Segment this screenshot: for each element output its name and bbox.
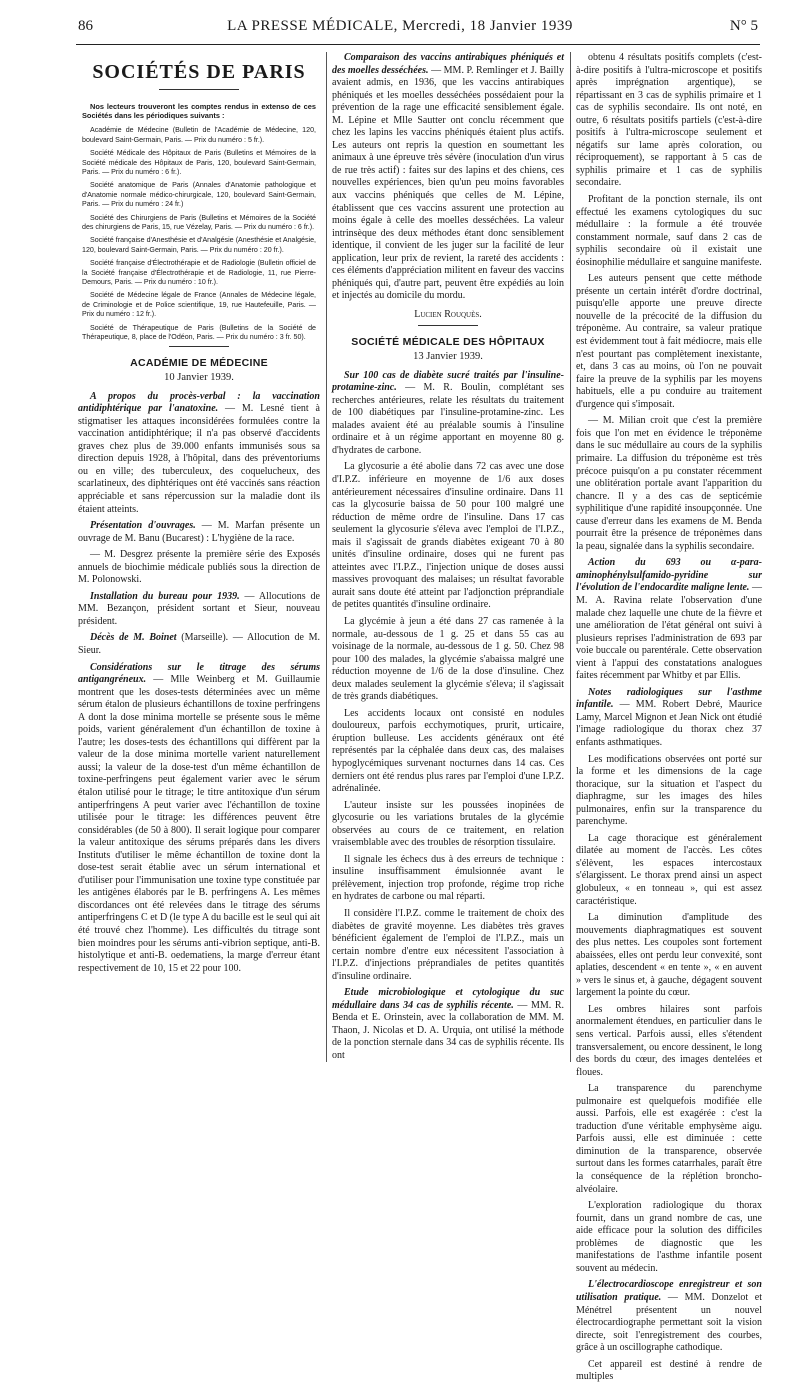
paragraph: — M. Milian croit que c'est la première fois que l'on met en évidence le tréponème dans le suc médullaire au cours de la syphilis primaire. La diffusion du tréponème est très précoce puisqu'on a pu constater récemment une oblitération portale avant l'apparition du chancre. Il y a des cas de septicémie syphilitique d'une rapidité insoupçonnée. Une cause d'erreur dans les examens de M. Benda pourrait être la présence de tréponèmes dans la peau, signalée dans la syphilis secondaire. [576, 415, 762, 552]
main-title: SOCIÉTÉS DE PARIS [92, 61, 306, 83]
paragraph: Les auteurs pensent que cette méthode présente un certain intérêt d'ordre doctrinal, puisqu'elle apporte une preuve directe nouvelle de la précocité de la diffusion du tréponème. Au contraire, sa valeur pratique est évidemment tout à fait médiocre, mais elle n'est pourtant pas complètement inexistante, et, dans 3 cas au moins, où l'on ne pouvait faire la preuve de la syphilis par les moyens habituels, elle a pu conduire au traitement d'urgence qui s'imposait. [576, 273, 762, 410]
paragraph: La transparence du parenchyme pulmonaire est quelquefois modifiée elle aussi. Parfois, elle est exagérée : c'est la traduction d'une véritable emphysème aigu. Parfois aussi, elle est diminuée : cette diminution de la transparence, observée surtout dans les formes catarrhales, paraît être la conséquence de la réplétion broncho-alvéolaire. [576, 1083, 762, 1195]
notice-item: Société de Médecine légale de France (Annales de Médecine légale, de Criminologie et de Police scientifique, 19, rue Hautefeuille, Paris. — Prix du numéro : 12 fr.). [82, 291, 316, 319]
section-date: 13 Janvier 1939. [413, 351, 483, 363]
paragraph: La glycémie à jeun a été dans 27 cas ramenée à la normale, au-dessous de 1 g. 25 et dans 55 cas au voisinage de la normale, au-dessous de 1 g. 50. Chez 98 pour 100 des malades, la glycémie s'abaissa malgré une réduction moyenne de 1/6 de la dose d'insuline. Chez deux malades seulement la glycémie s'éleva; il s'agissait de très grands diabétiques. [332, 615, 564, 703]
notice-item: Société anatomique de Paris (Annales d'Anatomie pathologique et d'Anatomie normale médico-chirurgicale, 120, boulevard Saint-Germain, Paris. — Prix du numéro : 24 fr.) [82, 181, 316, 209]
paragraph: Comparaison des vaccins antirabiques phéniqués et des moelles desséchées. — MM. P. Remlinger et J. Bailly avaient admis, en 1936, que les vaccins antirabiques phéniqués et les moelles desséchées possédaient pour la prévention de la rage une efficacité sensiblement égale. M. Lépine et Mlle Sautter ont conclu récemment que chez les lapins les vaccins phéniqués étaient plus actifs. Les auteurs ont repris la question en soumettant les animaux à une épreuve très sévère (inoculation d'un virus de rue très actif) : faites sur des lapins et des chiens, ces nouvelles expériences, bien qu'un peu moins favorables aux vaccins phéniqués que celles de M. Lépine, établissent que ces vaccins assurent une protection au moins égale à celle des moelles desséchées. La valeur intrinsèque des deux méthodes étant donc sensiblement identique, il convient de les juger sur la facilité de leur application, leur prix de revient, la rareté des accidents : ces éléments d'appréciation militent en faveur des vaccins phéniqués qui, d'autre part, peuvent être expédiés au loin et injectés au domicile du mordu. [332, 52, 565, 302]
paragraph: La glycosurie a été abolie dans 72 cas avec une dose d'I.P.Z. inférieure en moyenne de 1/6 aux doses antérieurement nécessaires d'insuline ordinaire. Dans 11 cas la glycosurie baissa de 50 pour 100 malgré une réduction de même ordre de l'insuline. Dans 17 cas seulement la glycosurie s'éleva avec l'emploi de l'I.P.Z., mais il s'agissait de grands diabètes exigeant 70 à 80 unités d'insuline ordinaire, doses qui ne furent pas atteintes avec l'I.P.Z., l'injection unique de doses aussi massives provoquant des malaises; un résultat favorable aurait sans doute été atteint par l'adjonction préprandiale de petites quantités d'insuline ordinaire. [332, 461, 564, 611]
paragraph: Cet appareil est destiné à rendre de multiples [576, 1358, 762, 1383]
paragraph: Sur 100 cas de diabète sucré traités par l'insuline-protamine-zinc. — M. R. Boulin, complétant ses recherches antérieures, relate les résultats du traitement de 100 diabétiques par l'insuline-protamine-zinc. Les malades avaient été au préalable soumis à l'insuline ordinaire et à un régime apportant en moyenne 80 g. d'hydrates de carbone. [332, 369, 564, 456]
paragraph: Notes radiologiques sur l'asthme infantile. — MM. Robert Debré, Maurice Lamy, Marcel Mignon et Jean Nick ont étudié l'image radiologique du thorax chez 37 enfants asthmatiques. [576, 686, 762, 748]
paragraph: L'auteur insiste sur les poussées inopinées de glycosurie ou les variations brutales de la glycémie observées au cours de ce traitement, en relation vraisemblable avec des troubles de résorption tissulaire. [332, 799, 564, 849]
notice-intro: Nos lecteurs trouveront les comptes rendus in extenso de ces Sociétés dans les périodiques suivants : [82, 101, 316, 120]
periodicals-notice [82, 102, 316, 343]
column-divider-1 [326, 52, 327, 1062]
notice-item: Société Médicale des Hôpitaux de Paris (Bulletins et Mémoires de la Société médicale des Hôpitaux de Paris, 120, boulevard Saint-Germain, Paris. — Prix du numéro : 6 fr.). [82, 149, 316, 176]
section-rule [169, 346, 229, 347]
paragraph: A propos du procès-verbal : la vaccination antidiphtérique par l'anatoxine. — M. Lesné tient à stigmatiser les attaques inconsidérées formulées contre la vaccination antidiphtérique; il n'a pas observé d'accidents graves chez plus de 39.000 enfants immunisés sous sa direction depuis 1928, à l'hôpital, dans des préventoriums ou en ville; des tuberculeux, des coquelucheux, des scarlatineux, des diphtériques ont été vaccinés sans réaction appréciable et sans répercussion sur la maladie dont ils étaient atteints. [78, 390, 320, 515]
header-rule [76, 44, 760, 45]
notice-item: Société française d'Électrothérapie et de Radiologie (Bulletin officiel de la Société française d'Électrothérapie et de Radiologie, 11, rue Pierre-Demours, Paris. — Prix du numéro : 10 fr.). [82, 259, 316, 287]
page-header [0, 18, 800, 38]
column-1 [78, 52, 320, 1067]
paragraph: Il signale les échecs dus à des erreurs de technique : insuline insuffisamment émulsionnée avant le prélèvement, injection trop profonde, régime trop riche en hydrates de carbone ou mal réparti. [332, 853, 564, 903]
paragraphs [78, 391, 320, 976]
paragraph: Profitant de la ponction sternale, ils ont effectué les examens cytologiques du suc médullaire : la formule a été trouvée constamment normale, sauf dans 2 cas de syphilis secondaire où il existait une éosinophilie médullaire et sanguine manifeste. [576, 194, 762, 268]
notice-item: Société de Thérapeutique de Paris (Bulletins de la Société de Thérapeutique, 8, place de l'Odéon, Paris. — Prix du numéro : 3 fr. 50). [82, 323, 316, 342]
issue-number: N° 5 [729, 18, 758, 34]
notice-item: Société des Chirurgiens de Paris (Bulletins et Mémoires de la Société des chirurgiens de Paris, 15, rue Vézelay, Paris. — Prix du numéro : 6 fr.). [82, 213, 316, 232]
column-divider-2 [570, 52, 571, 1062]
paragraph: Installation du bureau pour 1939. — Allocutions de MM. Bezançon, président sortant et Sieur, nouveau président. [78, 590, 320, 627]
author-signature: Lucien Rouquès. [414, 308, 482, 320]
paragraph: La diminution d'amplitude des mouvements diaphragmatiques est souvent des plus nettes. Les coupoles sont fortement abaissées, elles ont perdu leur convexité, sont aplaties, descendent « en tente », « en auvent » vers le sinus et, à gauche, dégagent souvent largement la pointe du cœur. [576, 912, 762, 999]
paragraph: Il considère l'I.P.Z. comme le traitement de choix des diabètes de gravité moyenne. Les diabètes très graves bénéficient également de l'emploi de l'I.P.Z., mais un certain nombre d'entre eux nécessitent l'association à l'I.P.Z. d'injections préprandiales de petites quantités d'insuline ordinaire. [332, 908, 564, 982]
title-rule [159, 89, 239, 90]
paragraph: L'exploration radiologique du thorax fournit, dans un grand nombre de cas, une aide efficace pour la solution des difficiles problèmes de diagnostic que les manifestations de l'asthme infantile posent souvent au médecin. [576, 1200, 762, 1274]
paragraph: — M. Desgrez présente la première série des Exposés annuels de biochimie médicale publiés sous la direction de M. Polonowski. [78, 549, 320, 586]
notice-item: Académie de Médecine (Bulletin de l'Académie de Médecine, 120, boulevard Saint-Germain, Paris. — Prix du numéro : 5 fr.). [82, 126, 316, 144]
section-title: ACADÉMIE DE MÉDECINE [130, 357, 268, 370]
section-title: SOCIÉTÉ MÉDICALE DES HÔPITAUX [351, 336, 545, 349]
paragraph: La cage thoracique est généralement dilatée au moment de l'accès. Les côtes s'élèvent, les espaces intercostaux s'élargissent. Le thorax prend ainsi un aspect globuleux, « en tonneau », qui est assez caractéristique. [576, 832, 762, 907]
paragraph: Action du 693 ou α-para-aminophénylsulfamido-pyridine sur l'évolution de l'endocardite maligne lente. — M. A. Ravina relate l'observation d'une malade chez laquelle une chute de la fièvre et une amélioration de l'état général ont suivi à plusieurs reprises l'administration de 693 par voie buccale ou parentérale. Cette observation vient à l'appui des constatations analogues faites récemment par Whitby et par Ellis. [576, 557, 762, 682]
page-number: 86 [78, 18, 93, 34]
paragraph: Considérations sur le titrage des sérums antigangréneux. — Mlle Weinberg et M. Guillaumie montrent que les doses-tests déterminées avec un même sérum étalon de plusieurs échantillons de toxine perfringens A dont la dose minima mortelle se présente sous le même poids, varient généralement d'un échantillon de toxine à l'autre; les doses-tests des échantillons qui diffèrent par la valeur de la dose minima mortelle varient naturellement aussi; la valeur de la dose-test d'un même échantillon de toxine-perfringens peut également varier avec le sérum étalon utilisé pour le titrage; le titre antitoxique d'un sérum antiperfringens A peut varier avec l'échantillon de toxine utilisée pour le titrage: les différences peuvent être considérables (de 50 à 800). Il serait logique pour comparer la valeur antitoxique des sérums préparés dans les divers Instituts d'utiliser le même échantillon de toxine dont la dose-test serait établie avec un sérum international et d'utiliser pour l'immunisation une toxine type constituée par les antigènes élaborés par le B. perfringens A. Les mêmes discordances ont été relevées dans le titrage des sérums antiperfringens C et D (le type A du bacille est le seul qui ait été trouvé chez l'homme). Les difficultés du titrage sont bien moindres pour les sérums anti-vibrion septique, anti-B. histolytique et anti-B. oedematiens, la marge d'erreur étant respectivement de 10, 15 et 22 pour 100. [78, 661, 320, 974]
journal-title: LA PRESSE MÉDICALE, Mercredi, 18 Janvier 1939 [227, 18, 573, 34]
paragraph: Décès de M. Boinet (Marseille). — Allocution de M. Sieur. [78, 632, 320, 656]
column-2 [332, 52, 564, 1067]
paragraph: Les ombres hilaires sont parfois anormalement étendues, en particulier dans le sens vertical. Parfois aussi, elles s'étendent transversalement, ou encore dessinent, le long des bords du cœur, des images dentelées et floues. [576, 1003, 762, 1078]
paragraph: Etude microbiologique et cytologique du suc médullaire dans 34 cas de syphilis récente. — MM. R. Benda et E. Orinstein, avec la collaboration de MM. M. Thaon, J. Nicolas et D. A. Urquia, ont utilisé la méthode de la ponction sternale dans 34 cas de syphilis récente. Ils ont [332, 987, 564, 1062]
paragraph: obtenu 4 résultats positifs complets (c'est-à-dire positifs à l'ultra-microscope et positifs après imprégnation argentique), se répartissant en 3 cas de syphilis primaire et 1 cas de syphilis secondaire. Ils ont noté, en outre, 6 résultats positifs partiels (c'est-à-dire positifs à l'ultra-microscope seulement et négatifs sur lame après coloration, ou réciproquement), se rapportant à 5 cas de syphilis primaire et 1 cas de syphilis secondaire. [576, 52, 762, 189]
column-3 [576, 52, 762, 1383]
paragraph: Les accidents locaux ont consisté en nodules douloureux, parfois ecchymotiques, prurit, urticaire, éruption bulleuse. Les accidents généraux ont été représentés par la céphalée dans deux cas, des malaises hypoglycémiques survenant nocturnes dans 14 cas. Ces derniers ont été rendus plus rares par l'emploi d'une I.P.Z. adrénalinée. [332, 707, 564, 795]
paragraph: L'électrocardioscope enregistreur et son utilisation pratique. — MM. Donzelot et Ménétrel présentent un nouvel électrocardiographe permettant soit la vision directe, soit l'enregistrement des courbes, grâce à un oscillographe cathodique. [576, 1279, 762, 1354]
section-rule [418, 325, 478, 326]
paragraph: Les modifications observées ont porté sur la forme et les dimensions de la cage thoracique, sur la situation et l'aspect du diaphragme, sur les images des hiles pulmonaires, enfin sur la transparence du parenchyme. [576, 753, 762, 828]
notice-item: Société française d'Anesthésie et d'Analgésie (Anesthésie et Analgésie, 120, boulevard Saint-Germain, Paris. — Prix du numéro : 20 fr.). [82, 236, 316, 254]
section-date: 10 Janvier 1939. [164, 372, 234, 384]
paragraph: Présentation d'ouvrages. — M. Marfan présente un ouvrage de M. Banu (Bucarest) : L'hygiène de la race. [78, 520, 320, 544]
